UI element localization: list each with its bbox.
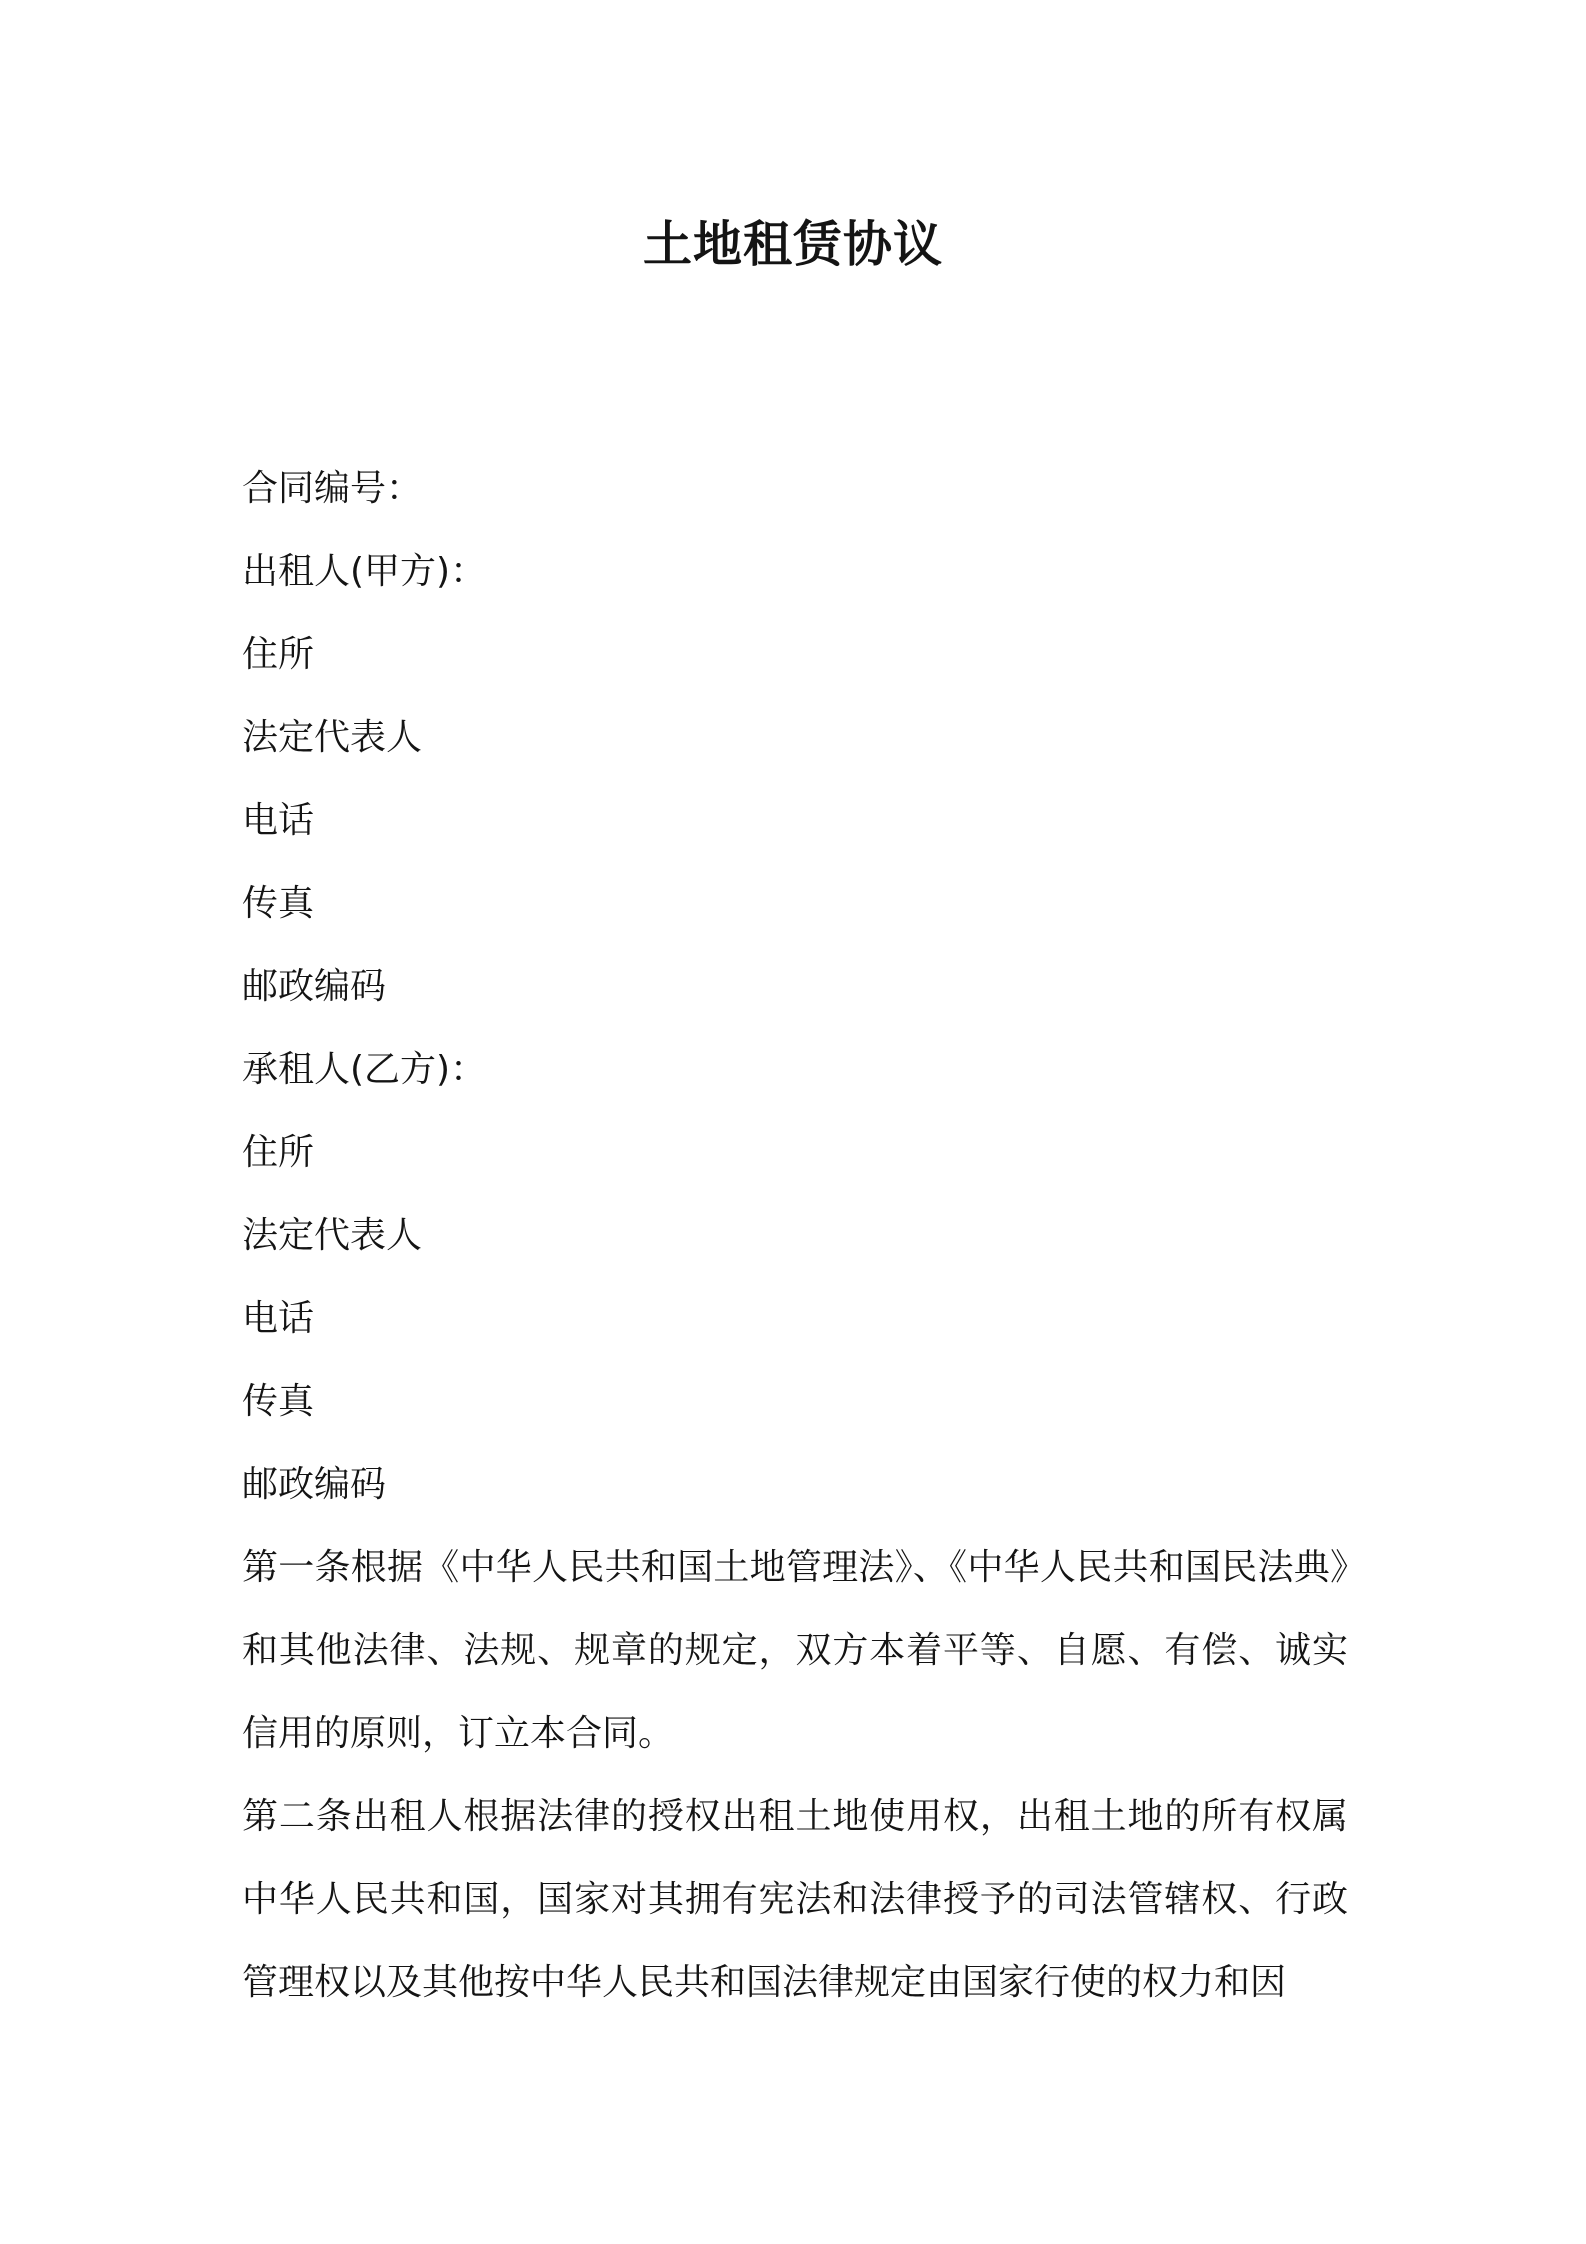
lessee-heading: 承租人(乙方)：	[242, 1049, 487, 1090]
lessee-postal-code-field: 邮政编码	[242, 1464, 387, 1505]
lessor-postal-code-field: 邮政编码	[242, 966, 387, 1007]
lessor-fax-field: 传真	[242, 883, 315, 924]
lessor-legal-representative-field: 法定代表人	[242, 717, 423, 758]
lessor-phone-field: 电话	[242, 800, 315, 841]
lessee-legal-representative-field: 法定代表人	[242, 1215, 423, 1256]
lessor-heading: 出租人(甲方)：	[242, 551, 487, 592]
article-1-paragraph: 第一条根据《中华人民共和国土地管理法》、《中华人民共和国民法典》和其他法律、法规、规章的规定，双方本着平等、自愿、有偿、诚实信用的原则，订立本合同。	[242, 1547, 1348, 1754]
lessee-address-field: 住所	[242, 1132, 315, 1173]
lessee-fax-field: 传真	[242, 1381, 315, 1422]
lessor-address-field: 住所	[242, 634, 315, 675]
contract-number-field: 合同编号：	[242, 468, 423, 509]
document-title: 土地租赁协议	[642, 216, 943, 273]
lessee-phone-field: 电话	[242, 1298, 315, 1339]
document-body	[242, 447, 1348, 2024]
article-2-paragraph: 第二条出租人根据法律的授权出租土地使用权，出租土地的所有权属中华人民共和国，国家对其拥有宪法和法律授予的司法管辖权、行政管理权以及其他按中华人民共和国法律规定由国家行使的权力和因	[242, 1796, 1348, 2003]
